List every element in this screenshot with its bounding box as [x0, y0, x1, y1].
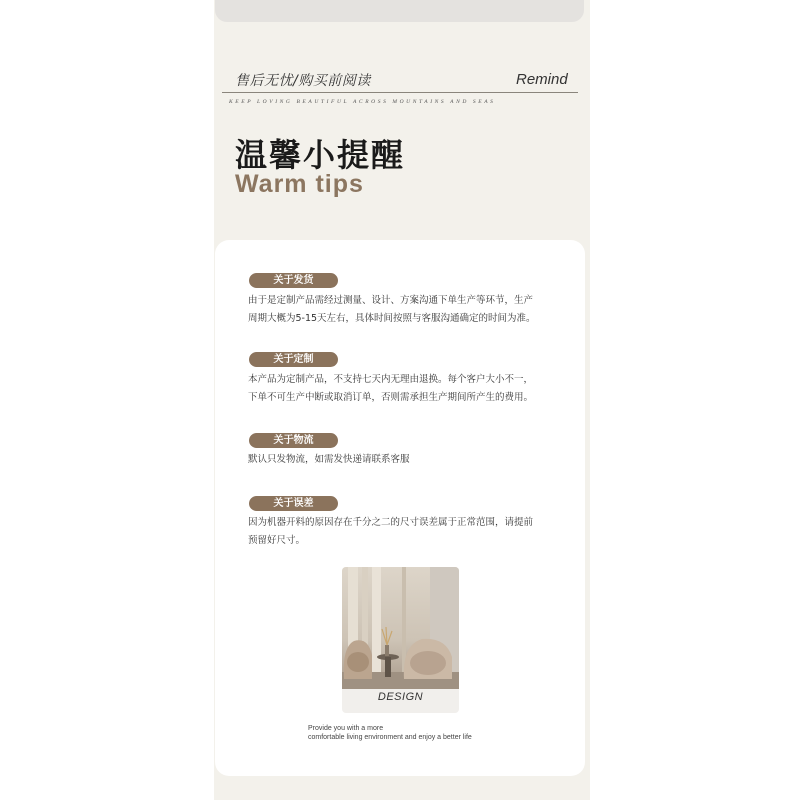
- text-line: 因为机器开料的原因存在千分之二的尺寸误差属于正常范围，请提前: [248, 517, 534, 528]
- header-left-title: 售后无忧/购买前阅读: [235, 73, 371, 89]
- text-line: 下单不可生产中断或取消订单，否则需承担生产期间所产生的费用。: [248, 392, 534, 403]
- header-right-title: Remind: [516, 71, 568, 88]
- design-image-card: [342, 567, 459, 713]
- section-badge-custom: 关于定制: [249, 352, 338, 367]
- section-text-tolerance: [248, 514, 558, 550]
- section-text-shipping: [248, 292, 558, 328]
- header-divider: [222, 92, 578, 93]
- section-badge-logistics: 关于物流: [249, 433, 338, 448]
- section-badge-shipping: 关于发货: [249, 273, 338, 288]
- text-line: 由于是定制产品需经过测量、设计、方案沟通下单生产等环节，生产: [248, 295, 534, 306]
- top-card: [215, 0, 584, 22]
- section-text-logistics: [248, 451, 558, 469]
- page-title-chinese: 温馨小提醒: [235, 136, 406, 174]
- footer-line-1: Provide you with a more: [308, 725, 384, 732]
- text-line: 预留好尺寸。: [248, 535, 306, 546]
- section-badge-tolerance: 关于误差: [249, 496, 338, 511]
- text-line: 默认只发物流，如需发快递请联系客服: [248, 454, 410, 465]
- page-title-english: Warm tips: [235, 170, 364, 198]
- text-line: 本产品为定制产品，不支持七天内无理由退换。每个客户大小不一，: [248, 374, 534, 385]
- design-caption: DESIGN: [377, 691, 424, 703]
- header-tagline: KEEP LOVING BEAUTIFUL ACROSS MOUNTAINS AND SEAS: [229, 99, 496, 105]
- text-line: 周期大概为5-15天左右，具体时间按照与客服沟通确定的时间为准。: [248, 313, 536, 324]
- section-text-custom: [248, 371, 558, 407]
- footer-line-2: comfortable living environment and enjoy a better life: [308, 734, 472, 741]
- interior-photo: [342, 567, 459, 689]
